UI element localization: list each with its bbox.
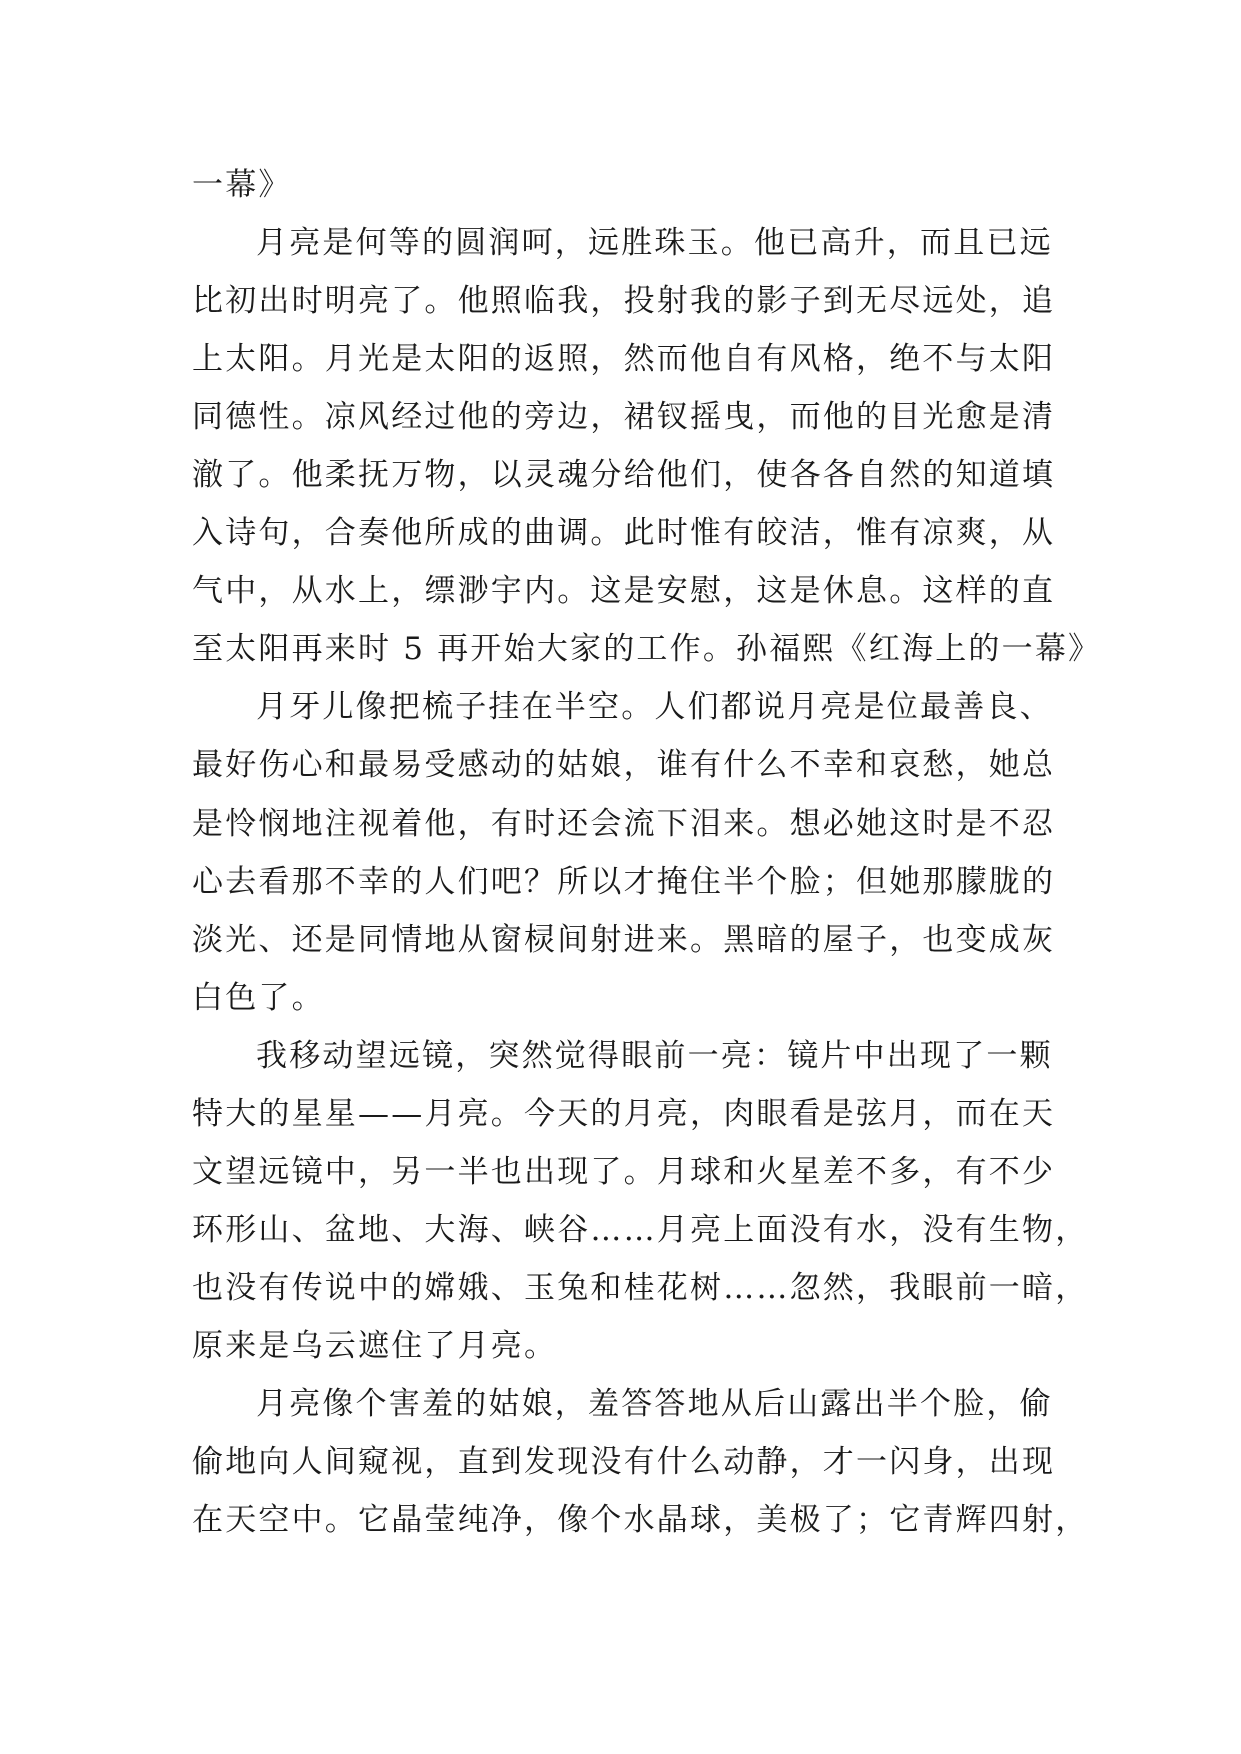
text-line: 月牙儿像把梳子挂在半空。人们都说月亮是位最善良、 xyxy=(256,689,1053,726)
text-line: 月亮像个害羞的姑娘，羞答答地从后山露出半个脸，偷 xyxy=(256,1385,1053,1422)
body-text xyxy=(192,156,1102,1549)
text-line: 气中，从水上，缥渺宇内。这是安慰，这是休息。这样的直 xyxy=(192,573,1056,610)
text-line: 是怜悯地注视着他，有时还会流下泪来。想必她这时是不忍 xyxy=(192,805,1056,842)
text-line: 环形山、盆地、大海、峡谷……月亮上面没有水，没有生物， xyxy=(192,1211,1089,1248)
text-line: 原来是乌云遮住了月亮。 xyxy=(192,1327,558,1364)
text-line: 澈了。他柔抚万物，以灵魂分给他们，使各各自然的知道填 xyxy=(192,457,1056,494)
text-line: 淡光、还是同情地从窗棂间射进来。黑暗的屋子，也变成灰 xyxy=(192,921,1056,958)
text-line: 我移动望远镜，突然觉得眼前一亮：镜片中出现了一颗 xyxy=(256,1037,1053,1074)
text-line: 最好伤心和最易受感动的姑娘，谁有什么不幸和哀愁，她总 xyxy=(192,747,1056,784)
text-line: 一幕》 xyxy=(192,167,292,203)
text-line: 在天空中。它晶莹纯净，像个水晶球，美极了；它青辉四射， xyxy=(192,1502,1089,1539)
text-line: 心去看那不幸的人们吧？所以才掩住半个脸；但她那朦胧的 xyxy=(192,863,1056,900)
text-line: 比初出时明亮了。他照临我，投射我的影子到无尽远处，追 xyxy=(192,283,1056,320)
text-line: 文望远镜中，另一半也出现了。月球和火星差不多，有不少 xyxy=(192,1153,1056,1190)
text-line: 入诗句，合奏他所成的曲调。此时惟有皎洁，惟有凉爽，从 xyxy=(192,515,1056,552)
text-line: 同德性。凉风经过他的旁边，裙钗摇曳，而他的目光愈是清 xyxy=(192,399,1056,436)
text-line: 白色了。 xyxy=(192,979,325,1016)
text-line: 至太阳再来时 5 再开始大家的工作。孙福熙《红海上的一幕》 xyxy=(192,631,1102,668)
text-line: 上太阳。月光是太阳的返照，然而他自有风格，绝不与太阳 xyxy=(192,341,1056,378)
text-line: 特大的星星——月亮。今天的月亮，肉眼看是弦月，而在天 xyxy=(192,1095,1056,1132)
text-line: 月亮是何等的圆润呵，远胜珠玉。他已高升，而且已远 xyxy=(256,225,1053,262)
text-line: 也没有传说中的嫦娥、玉兔和桂花树……忽然，我眼前一暗， xyxy=(192,1269,1089,1306)
text-line: 偷地向人间窥视，直到发现没有什么动静，才一闪身，出现 xyxy=(192,1444,1056,1481)
